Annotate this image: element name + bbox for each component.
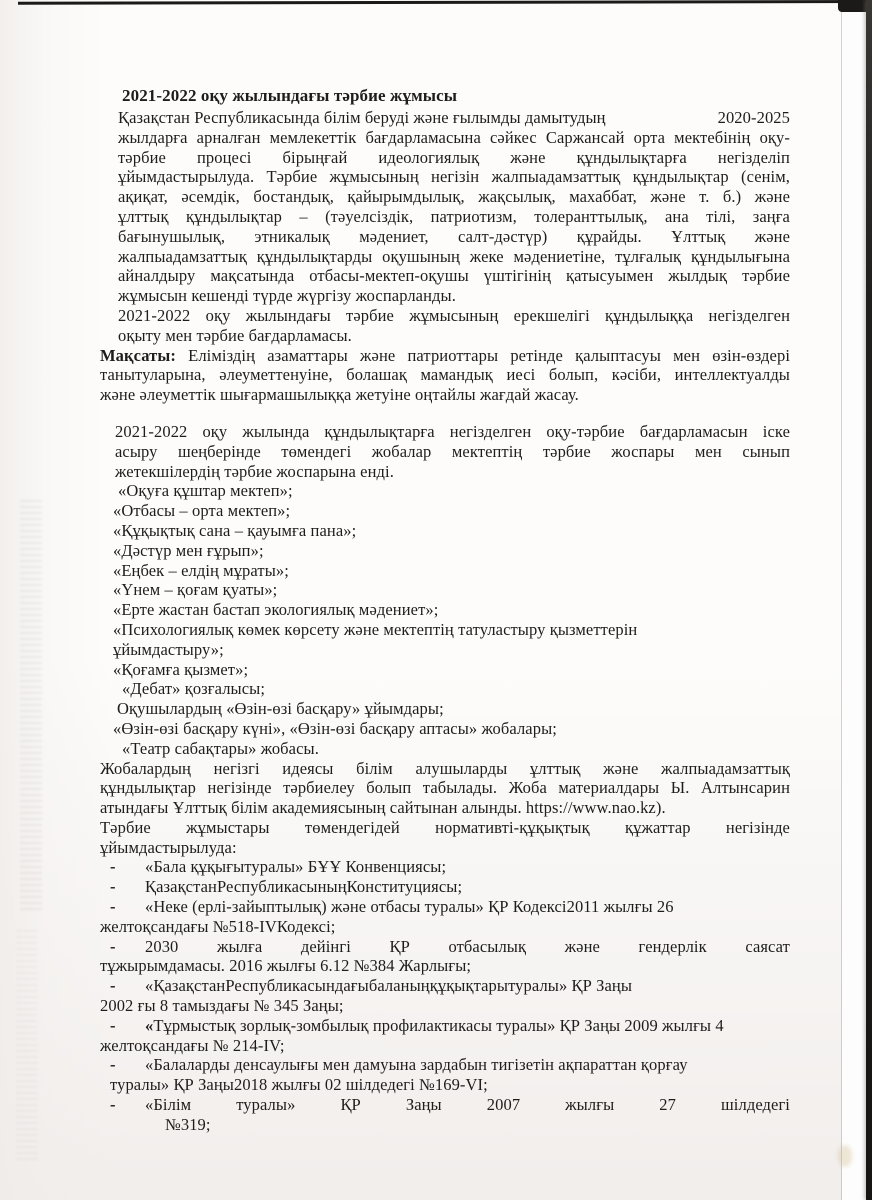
text-line: [100, 897, 790, 917]
text-line: «Отбасы – орта мектеп»;: [113, 501, 291, 521]
text-line: «Қоғамға қызмет»;: [113, 659, 249, 679]
paper-smudge: [838, 1145, 852, 1167]
ink-bleedthrough-faint: [16, 930, 38, 1160]
list-item-text: «Балаларды денсаулығы мен дамуына зардабын тигізетін ақпараттан қорғау: [145, 1055, 688, 1075]
text-line: асыру шеңберінде төмендегі жобалар мектептің тәрбие жоспары мен сынып: [115, 441, 790, 461]
list-item-text: «Тұрмыстық зорлық-зомбылық профилактикасы туралы» ҚР Заңы 2009 жылғы 4: [145, 1015, 724, 1035]
bold-run: Мақсаты:: [100, 345, 176, 365]
text-line: Оқушылардың «Өзін-өзі басқару» ұйымдары;: [117, 699, 444, 719]
text-line: «Үнем – қоғам қуаты»;: [113, 580, 278, 600]
list-item-text: ҚазақстанРеспубликасыныңКонституциясы;: [145, 877, 463, 897]
text-line: ұйымдастырылуда:: [100, 837, 237, 857]
scanner-backing-strip: [842, 10, 866, 1200]
text-line: тәрбие процесі бірыңғай идеологиялық және құндылықтарға негізделіп: [118, 147, 790, 167]
text-line: танытуларына, әлеуметтенуіне, болашақ мамандық иесі болып, кәсіби, интеллектуалды: [100, 365, 790, 385]
text-line: Тәрбие жұмыстары төмендегідей нормативті-құқықтық құжаттар негізінде: [100, 817, 790, 837]
text-line: құндылықтар негізінде тәрбиелеу болып табылады. Жоба материалдары Ы. Алтынсарин: [100, 778, 790, 798]
document-text-block: [100, 84, 790, 1135]
text-line: ұйымдастырылуда. Тәрбие жұмысының негізін жалпыадамзаттық құндылықтар (сенім,: [118, 167, 790, 187]
text-line: ұлттық құндылықтар – (тәуелсіздік, патриотизм, толеранттылық, ана тілі, заңға: [118, 206, 790, 226]
text-line: «Оқуға құштар мектеп»;: [118, 481, 293, 501]
text-line: 2021-2022 оқу жылындағы тәрбие жұмысының ерекшелігі құндылыққа негізделген: [118, 305, 790, 325]
text-line: желтоқсандағы №518-IVКодексі;: [100, 916, 336, 936]
document-title: 2021-2022 оқу жылындағы тәрбие жұмысы: [122, 86, 458, 105]
text-line: [100, 937, 790, 957]
list-dash-marker: -: [110, 857, 116, 877]
list-item-text: «ҚазақстанРеспубликасындағыбаланыңқұқықтарытуралы» ҚР Заңы: [145, 976, 633, 996]
text-line: айналдыру мақсатында отбасы-мектеп-оқушы үштігінің қатысуымен жылдық тәрбие: [118, 266, 790, 286]
list-item-text: «Бала құқығытуралы» БҰҰ Конвенциясы;: [145, 857, 447, 877]
text-line: Жобалардың негізгі идеясы білім алушыларды ұлттық және жалпыадамзаттық: [100, 758, 790, 778]
text-line: ұйымдастыру»;: [113, 639, 224, 659]
list-item-text: «Білім туралы» ҚР Заңы 2007 жылғы 27 шілдедегі: [145, 1095, 790, 1115]
list-dash-marker: -: [110, 897, 116, 917]
text-line: [100, 1016, 790, 1036]
text-line: [100, 976, 790, 996]
scan-right-edge-shadow: [866, 0, 872, 1200]
text-line: «Ерте жастан бастап экологиялық мәдениет»;: [113, 600, 439, 620]
text-line: атындағы Ұлттық білім академиясының сайтынан алынды. https://www.nao.kz).: [100, 798, 666, 818]
list-dash-marker: -: [110, 1055, 116, 1075]
text-line: жылдарға арналған мемлекеттік бағдарламасына сәйкес Саржансай орта мектебінің оқу-: [118, 127, 790, 147]
list-dash-marker: -: [110, 936, 116, 956]
list-dash-marker: -: [110, 1015, 116, 1035]
line-year-range: 2020-2025: [717, 108, 790, 127]
text-line: оқыту мен тәрбие бағдарламасы.: [118, 325, 352, 345]
text-line: [100, 857, 790, 877]
text-line: жетекшілердің тәрбие жоспарына енді.: [115, 461, 394, 481]
list-item-text: 2030 жылға дейінгі ҚР отбасылық және гендерлік саясат: [145, 936, 790, 956]
text-line: [100, 1095, 790, 1115]
text-line: жалпыадамзаттық құндылықтарды оқушының жеке мәдениетіне, тұлғалық құндылығына: [118, 246, 790, 266]
text-line: «Психологиялық көмек көрсету және мектептің татуластыру қызметтерін: [113, 619, 638, 639]
text-line: [100, 1055, 790, 1075]
text-line: [118, 108, 790, 128]
text-line: [100, 877, 790, 897]
text-line: 2021-2022 оқу жылында құндылықтарға негізделген оқу-тәрбие бағдарламасын іске: [115, 421, 790, 441]
list-dash-marker: -: [110, 976, 116, 996]
text-line: №319;: [165, 1114, 211, 1134]
text-line: «Дебат» қозғалысы;: [122, 679, 266, 699]
ink-bleedthrough: [20, 500, 42, 910]
text-line: 2002 ғы 8 тамыздағы № 345 Заңы;: [100, 996, 344, 1016]
scan-top-edge-line: [18, 0, 872, 5]
text-line: «Еңбек – елдің мұраты»;: [113, 560, 289, 580]
list-dash-marker: -: [110, 877, 116, 897]
text-line: жұмысын кешенді түрде жүргізу жоспарланды.: [118, 286, 456, 306]
list-dash-marker: -: [110, 1095, 116, 1115]
text-line: «Өзін-өзі басқару күні», «Өзін-өзі басқару аптасы» жобалары;: [113, 718, 557, 738]
text-line: желтоқсандағы № 214-IV;: [100, 1035, 285, 1055]
text-line: туралы» ҚР Заңы2018 жылғы 02 шілдедегі №169-VI;: [110, 1075, 488, 1095]
text-line: «Құқықтық сана – қауымға пана»;: [113, 520, 357, 540]
text-line: және әлеуметтік шығармашылыққа жетуіне оңтайлы жағдай жасау.: [100, 385, 579, 405]
list-item-text: «Неке (ерлі-зайыптылық) және отбасы туралы» ҚР Кодексі2011 жылғы 26: [145, 897, 674, 917]
text-line: Мақсаты: Еліміздің азаматтары және патриоттары ретінде қалыптасуы мен өзін-өздері: [100, 345, 790, 365]
paper-edge-seam: [841, 8, 842, 1200]
text-line: «Театр сабақтары» жобасы.: [122, 738, 319, 758]
text-line: тұжырымдамасы. 2016 жылғы 6.12 №384 Жарлығы;: [100, 956, 472, 976]
text-line: бағынушылық, этникалық мәдениет, салт-дәстүр) құрайды. Ұлттық және: [118, 226, 790, 246]
text-line: ақиқат, әсемдік, бостандық, қайырымдылық, жақсылық, махаббат, және т. б.) және: [118, 187, 790, 207]
text-line: «Дәстүр мен ғұрып»;: [113, 540, 264, 560]
line-text: Қазақстан Республикасында білім беруді және ғылымды дамытудың: [118, 108, 606, 127]
